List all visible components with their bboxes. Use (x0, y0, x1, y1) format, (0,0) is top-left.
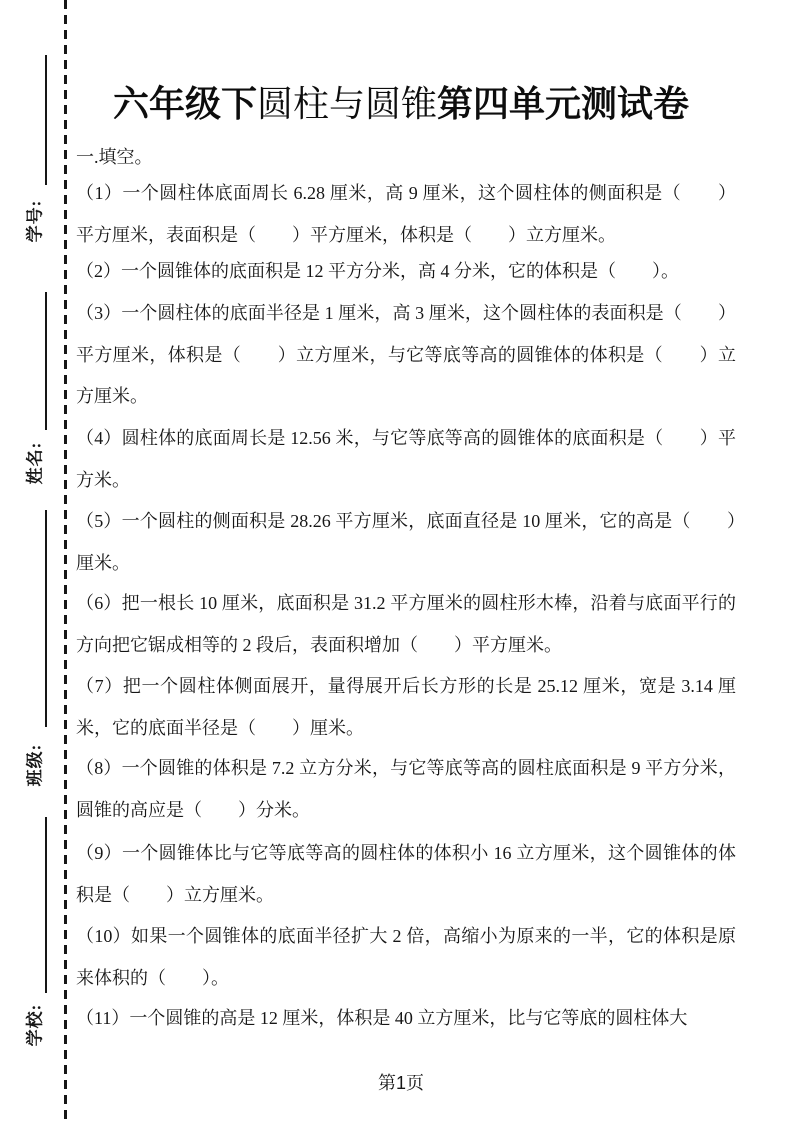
student-number-label: 学号: (25, 199, 45, 243)
page-title-part-grade: 六年级下 (112, 83, 257, 125)
question-10: （10）如果一个圆锥体的底面半径扩大 2 倍，高缩小为原来的一半，它的体积是原来体积的（ ）。 (76, 926, 736, 988)
left-dashed-cut-border (64, 0, 67, 1122)
question-6: （6）把一根长 10 厘米，底面积是 31.2 平方厘米的圆柱形木棒，沿着与底面平行的方向把它锯成相等的 2 段后，表面积增加（ ）平方厘米。 (76, 593, 736, 655)
question-11: （11）一个圆锥的高是 12 厘米，体积是 40 立方厘米，比与它等底的圆柱体大 (76, 1008, 688, 1028)
question-8: （8）一个圆锥的体积是 7.2 立方分米，与它等底等高的圆柱底面积是 9 平方分米，圆锥的高应是（ ）分米。 (76, 758, 736, 820)
section-heading-fill-in-blanks: 一.填空。 (76, 147, 153, 167)
page-title-part-unit: 第四单元测试卷 (437, 83, 690, 125)
school-blank-line (45, 817, 47, 993)
class-label: 班级: (25, 743, 45, 787)
question-3: （3）一个圆柱体的底面半径是 1 厘米，高 3 厘米，这个圆柱体的表面积是（ ）平方厘米，体积是（ ）立方厘米，与它等底等高的圆锥体的体积是（ ）立方厘米。 (76, 303, 736, 406)
student-name-blank-line (45, 292, 47, 430)
page-title (76, 80, 726, 128)
page-title-part-topic: 圆柱与圆锥 (256, 83, 437, 125)
student-name-label: 姓名: (25, 441, 45, 485)
question-1: （1）一个圆柱体底面周长 6.28 厘米，高 9 厘米，这个圆柱体的侧面积是（ ）平方厘米，表面积是（ ）平方厘米，体积是（ ）立方厘米。 (76, 183, 736, 245)
school-label: 学校: (25, 1003, 45, 1047)
question-4: （4）圆柱体的底面周长是 12.56 米，与它等底等高的圆锥体的底面积是（ ）平方米。 (76, 428, 736, 490)
question-9: （9）一个圆锥体比与它等底等高的圆柱体的体积小 16 立方厘米，这个圆锥体的体积是（ ）立方厘米。 (76, 843, 736, 905)
page-number-footer: 第1页 (377, 1073, 424, 1093)
question-7: （7）把一个圆柱体侧面展开，量得展开后长方形的长是 25.12 厘米，宽是 3.14 厘米，它的底面半径是（ ）厘米。 (76, 676, 736, 738)
class-blank-line (45, 510, 47, 727)
question-5: （5）一个圆柱的侧面积是 28.26 平方厘米，底面直径是 10 厘米，它的高是（ ）厘米。 (76, 511, 736, 573)
question-2: （2）一个圆锥体的底面积是 12 平方分米，高 4 分米，它的体积是（ ）。 (76, 261, 679, 281)
student-number-blank-line (45, 55, 47, 185)
